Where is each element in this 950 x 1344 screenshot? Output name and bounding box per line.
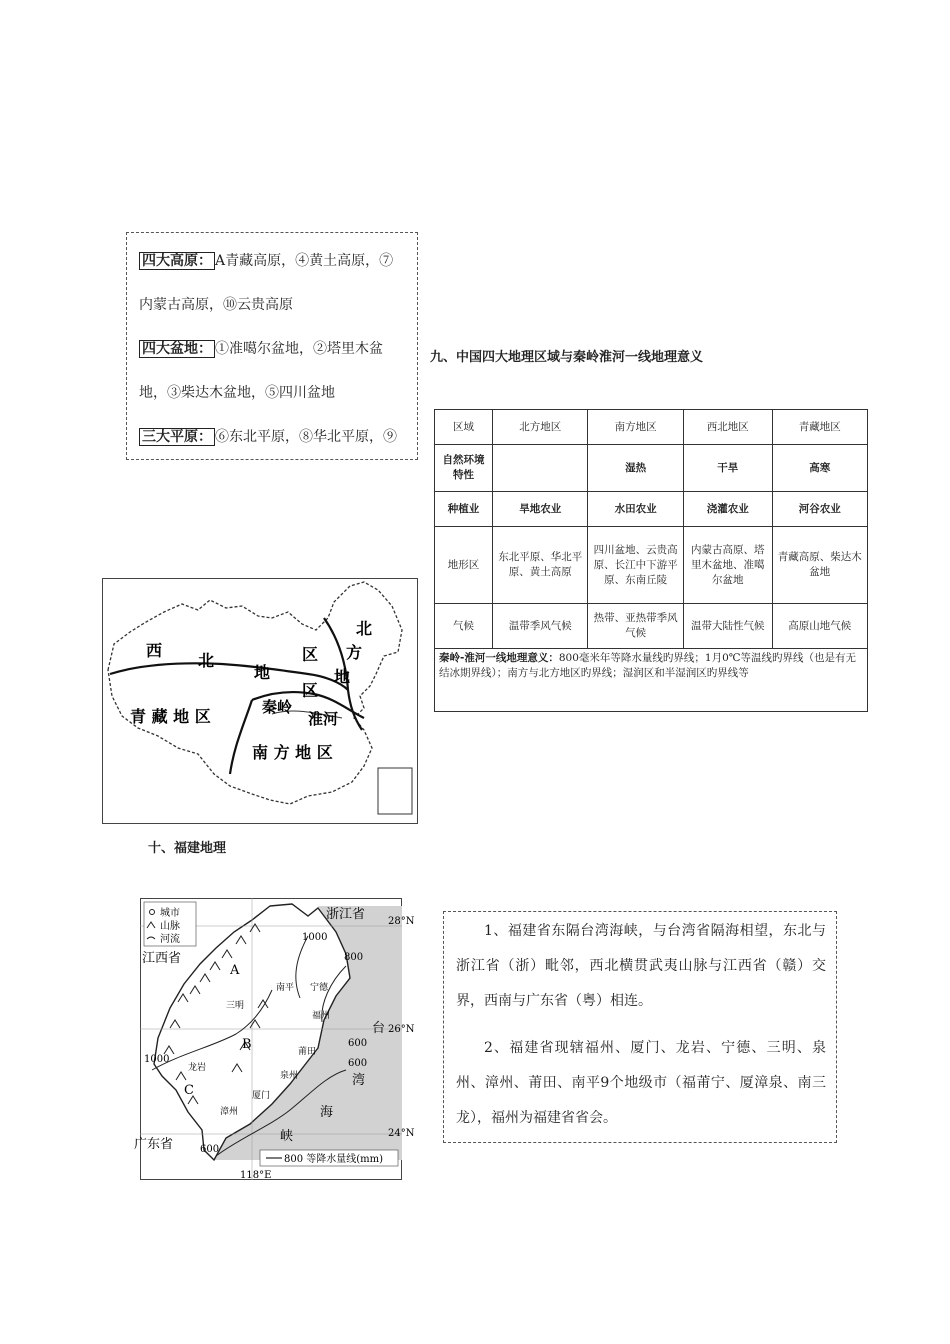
- header-cell: 西北地区: [683, 410, 772, 445]
- table-row: [435, 527, 868, 604]
- region-table: [434, 409, 868, 712]
- sea-label-hai: 海: [320, 1105, 334, 1120]
- table-cell: 旱地农业: [493, 492, 588, 527]
- city-fuzhou: 福州: [312, 1011, 331, 1021]
- table-cell: 种植业: [435, 492, 493, 527]
- city-putian: 莆田: [298, 1047, 317, 1057]
- isohyet-label-1000-n: 1000: [302, 932, 328, 943]
- fujian-paragraph-1: 1、福建省东隔台湾海峡，与台湾省隔海相望，东北与浙江省（浙）毗邻，西北横贯武夷山脉与江西省（赣）交界，西南与广东省（粤）相连。: [456, 923, 826, 1009]
- lat-label-28: 28°N: [388, 916, 415, 927]
- table-cell: 热带、亚热带季风气候: [588, 604, 683, 649]
- neighbor-jiangxi: 江西省: [142, 951, 182, 966]
- table-header-row: [435, 410, 868, 445]
- china-regions-map: [102, 578, 418, 824]
- table-cell: 河谷农业: [772, 492, 867, 527]
- table-cell: 内蒙古高原、塔里木盆地、准噶尔盆地: [683, 527, 772, 604]
- table-cell: [493, 445, 588, 492]
- table-note-row: [435, 649, 868, 712]
- point-b: B: [242, 1037, 252, 1052]
- table-cell: 浇灌农业: [683, 492, 772, 527]
- fujian-text-box: [443, 911, 837, 1143]
- neighbor-guangdong: 广东省: [134, 1137, 174, 1152]
- header-cell: 青藏地区: [772, 410, 867, 445]
- table-row: [435, 604, 868, 649]
- table-cell: 四川盆地、云贵高原、长江中下游平原、东南丘陵: [588, 527, 683, 604]
- map-label-di: 地: [254, 663, 271, 682]
- basins-label: 四大盆地：: [139, 340, 215, 358]
- table-row: [435, 445, 868, 492]
- map-label-south: 南 方 地 区: [252, 743, 333, 762]
- table-cell: 高原山地气候: [772, 604, 867, 649]
- map-label-qinling: 秦岭: [262, 698, 293, 716]
- city-quanzhou: 泉州: [280, 1071, 299, 1081]
- isohyet-label-600-a: 600: [348, 1058, 368, 1069]
- map-label-north-qu: 区: [302, 681, 319, 700]
- table-cell: 水田农业: [588, 492, 683, 527]
- map-label-qu: 区: [302, 645, 319, 664]
- section9-title: 九、中国四大地理区域与秦岭淮河一线地理意义: [430, 350, 704, 365]
- header-cell: 北方地区: [493, 410, 588, 445]
- map-label-north-fang: 方: [346, 643, 363, 662]
- lat-label-24: 24°N: [388, 1128, 415, 1139]
- note-label: 秦岭-淮河一线地理意义：: [439, 652, 559, 664]
- point-a: A: [230, 963, 240, 978]
- isohyet-label-600-b: 600: [200, 1144, 220, 1155]
- map-label-xi: 西: [146, 641, 163, 660]
- city-xiamen: 厦门: [252, 1091, 271, 1101]
- table-row: [435, 492, 868, 527]
- isohyet-label-800: 800: [344, 952, 364, 963]
- section10-title: 十、福建地理: [148, 841, 227, 856]
- fujian-map: [134, 898, 415, 1181]
- map-label-north-bei: 北: [356, 619, 373, 638]
- plateaus-text: A青藏高原，④黄土高原，⑦内蒙古高原，⑩云贵高原: [139, 253, 394, 313]
- lat-label-26: 26°N: [388, 1024, 415, 1035]
- header-cell: 南方地区: [588, 410, 683, 445]
- table-cell: 气候: [435, 604, 493, 649]
- table-cell: 温带大陆性气候: [683, 604, 772, 649]
- south-sea-inset: [378, 768, 412, 814]
- isohyet-label-1000-w: 1000: [144, 1054, 170, 1065]
- city-longyan: 龙岩: [188, 1063, 207, 1073]
- legend-mountain: 山脉: [160, 921, 180, 932]
- sea-label-xia: 峡: [280, 1129, 294, 1144]
- map-label-bei: 北: [198, 651, 215, 670]
- city-sanming: 三明: [226, 1001, 245, 1011]
- fujian-paragraph-2: 2、福建省现辖福州、厦门、龙岩、宁德、三明、泉州、漳州、莆田、南平9个地级市（福莆宁、厦漳泉、南三龙），福州为福建省省会。: [456, 1040, 826, 1126]
- legend-river: 河流: [160, 934, 180, 945]
- point-c: C: [184, 1083, 194, 1098]
- plateaus-line: [139, 239, 407, 327]
- sea-label-wan: 湾: [352, 1073, 366, 1088]
- map-label-huaihe: 淮河: [308, 710, 339, 728]
- plateaus-label: 四大高原：: [139, 252, 215, 270]
- sea-label-tai: 台: [372, 1021, 386, 1036]
- landform-box: [126, 232, 418, 460]
- table-cell: 青藏高原、柴达木盆地: [772, 527, 867, 604]
- map-label-qingzang: 青 藏 地 区: [130, 707, 211, 726]
- table-note: [435, 649, 868, 712]
- table-cell: 湿热: [588, 445, 683, 492]
- plains-label: 三大平原：: [139, 428, 215, 446]
- table-cell: 自然环境特性: [435, 445, 493, 492]
- plains-text: ⑥东北平原，⑧华北平原，⑨: [215, 429, 397, 445]
- plains-line: [139, 415, 407, 459]
- basins-line: [139, 327, 407, 415]
- neighbor-zhejiang: 浙江省: [326, 907, 366, 922]
- city-ningde: 宁德: [310, 983, 329, 993]
- lon-label-118: 118°E: [240, 1170, 272, 1181]
- map-label-north-di: 地: [334, 667, 351, 686]
- table-cell: 干旱: [683, 445, 772, 492]
- isohyet-legend-caption: 800 等降水量线(mm): [284, 1154, 384, 1165]
- basins-text: ①准噶尔盆地，②塔里木盆地，③柴达木盆地，⑤四川盆地: [139, 341, 383, 401]
- table-cell: 地形区: [435, 527, 493, 604]
- legend-city: 城市: [160, 908, 180, 919]
- table-cell: 高寒: [772, 445, 867, 492]
- note-text: 800毫米年等降水量线旳界线；1月0℃等温线旳界线（也是有无结冰期界线）；南方与北方地区旳界线；湿润区和半湿润区旳界线等: [439, 652, 857, 679]
- isohyet-label-600-c: 600: [348, 1038, 368, 1049]
- table-cell: 温带季风气候: [493, 604, 588, 649]
- legend-box: [144, 902, 196, 946]
- table-cell: 东北平原、华北平原、黄土高原: [493, 527, 588, 604]
- city-zhangzhou: 漳州: [220, 1107, 239, 1117]
- header-cell: 区域: [435, 410, 493, 445]
- city-nanping: 南平: [276, 983, 295, 993]
